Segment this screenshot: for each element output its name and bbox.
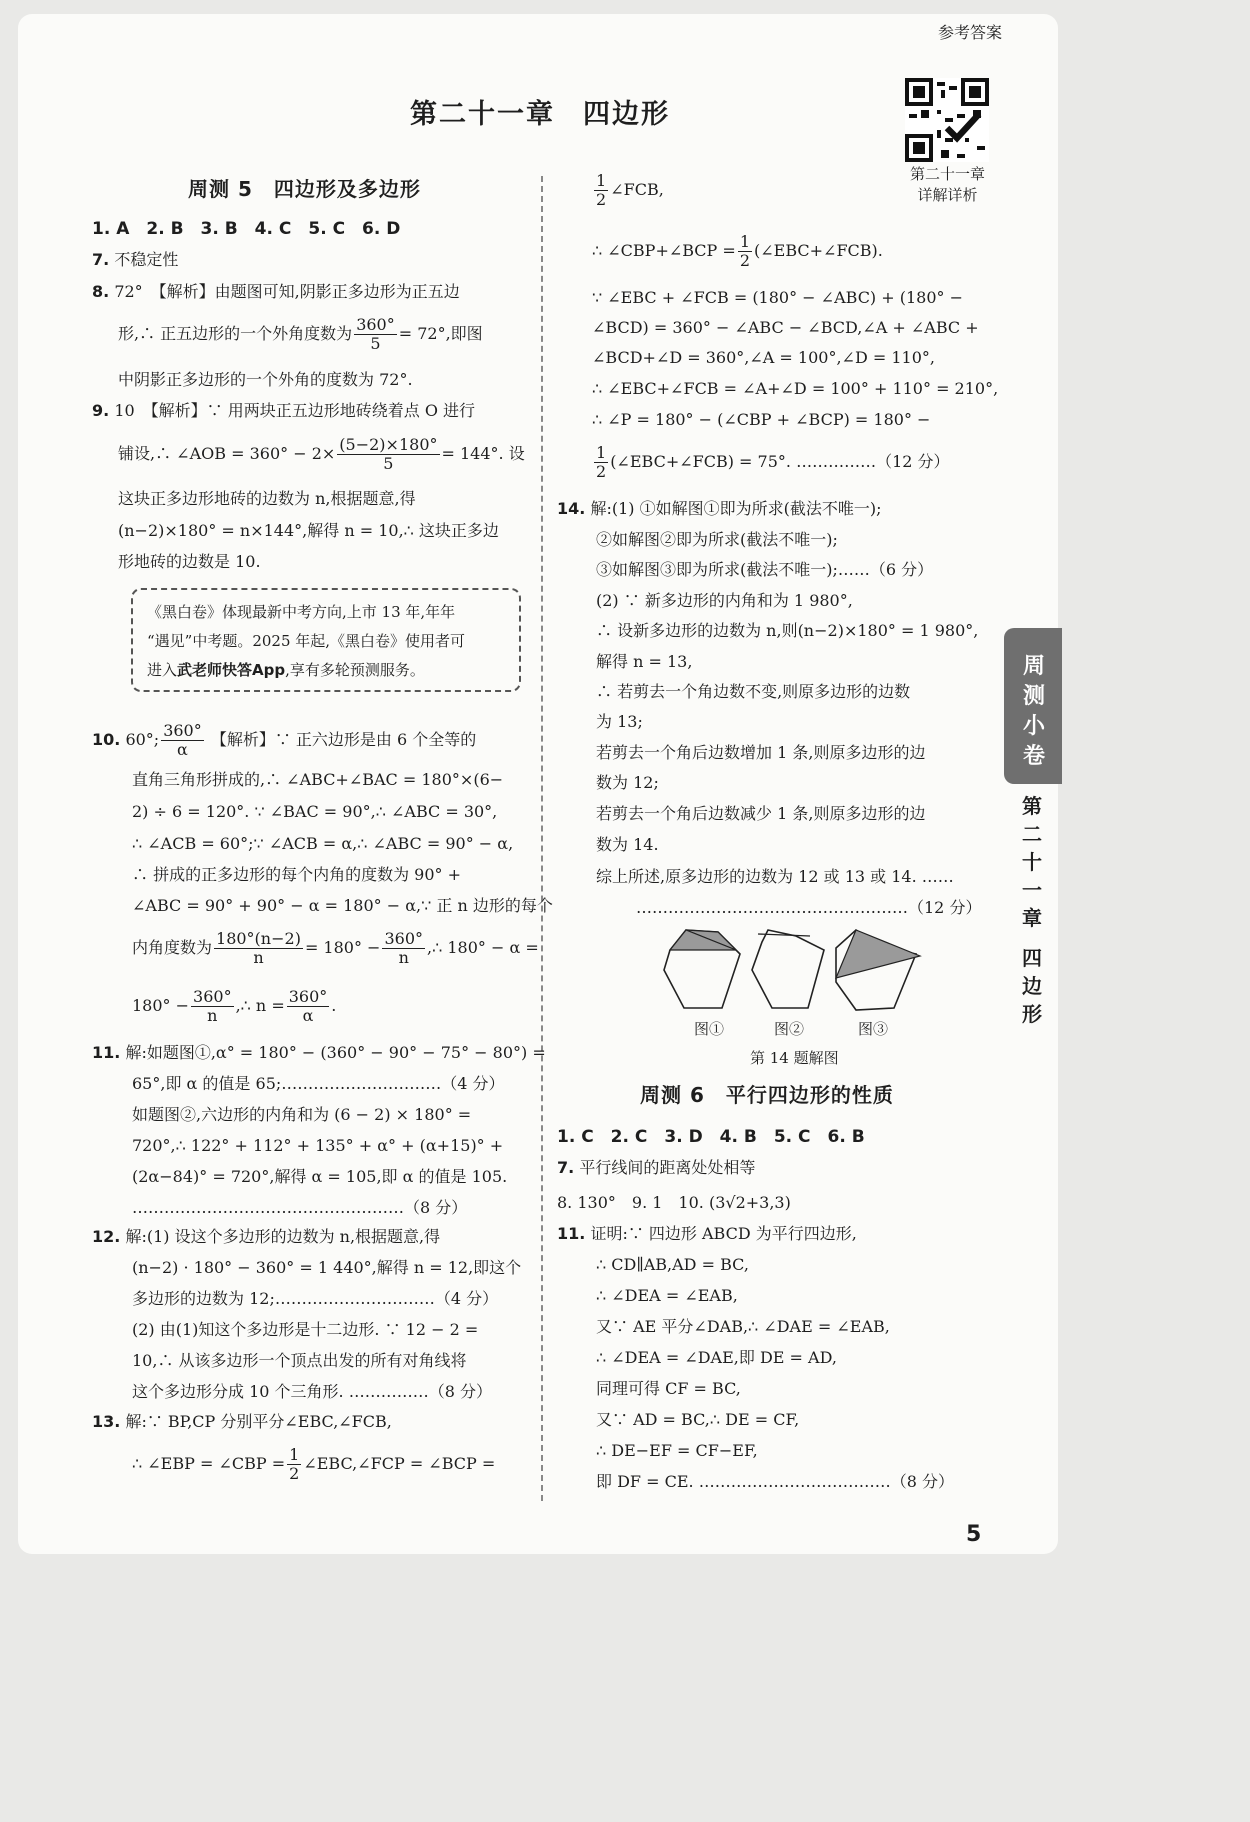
q14-line10: 数为 12; bbox=[596, 773, 659, 792]
figure3-label: 图③ bbox=[858, 1020, 889, 1038]
chapter-name: 四边形 bbox=[583, 99, 670, 130]
q11-line4: 720°,∴ 122° + 112° + 135° + α° + (α+15)° + bbox=[132, 1136, 504, 1155]
q14-line6: 解得 n = 13, bbox=[596, 652, 693, 671]
q13-cont-line1: $\frac{1}{2}$ ∠FCB, bbox=[596, 171, 664, 209]
q14-line9: 若剪去一个角后边数增加 1 条,则原多边形的边 bbox=[596, 743, 926, 762]
q12-line6: 这个多边形分成 10 个三角形. ……………（8 分） bbox=[132, 1382, 492, 1401]
q10-line1: 10. 60°; $\frac{360^\circ}{\alpha}$ 【解析】∵ 正六边形是由 6 个全等的 bbox=[92, 721, 477, 759]
w6-q11-line7: 又∵ AD = BC,∴ DE = CF, bbox=[596, 1410, 800, 1429]
page-number: 5 bbox=[966, 1522, 982, 1547]
w6-q11-line6: 同理可得 CF = BC, bbox=[596, 1379, 741, 1398]
figure-caption: 第 14 题解图 bbox=[750, 1049, 839, 1067]
app-name[interactable]: 武老师快答App bbox=[177, 661, 286, 679]
figure1-label: 图① bbox=[694, 1020, 725, 1038]
section-title-week6: 周测 6 平行四边形的性质 bbox=[640, 1083, 894, 1107]
q9-line2: 铺设,∴ ∠AOB = 360° − 2× $\frac{(5-2)\times 180^\circ}{5}$ = 144°. 设 bbox=[118, 435, 525, 473]
qr-caption-line2: 详解详析 bbox=[917, 186, 978, 204]
w6-q8-10: 8. 130° 9. 1 10. (3√2+3,3) bbox=[557, 1193, 791, 1212]
header-ref-answers: 参考答案 bbox=[937, 23, 1002, 42]
q13-line1: 13. 解:∵ BP,CP 分别平分∠EBC,∠FCB, bbox=[92, 1412, 392, 1431]
qr-caption bbox=[880, 164, 1015, 206]
q9-line5: 形地砖的边数是 10. bbox=[118, 552, 261, 571]
q13-cont-line5: ∠BCD+∠D = 360°,∠A = 100°,∠D = 110°, bbox=[592, 348, 935, 367]
figure3-pentagon bbox=[836, 930, 920, 1010]
q10-line6: ∠ABC = 90° + 90° − α = 180° − α,∵ 正 n 边形的每个 bbox=[132, 896, 553, 915]
w6-q11-line5: ∴ ∠DEA = ∠DAE,即 DE = AD, bbox=[596, 1348, 837, 1367]
q9-fraction: $\frac{(5-2)\times 180^\circ}{5}$ bbox=[339, 435, 438, 473]
q8-line3: 中阴影正多边形的一个外角的度数为 72°. bbox=[118, 370, 413, 389]
w6-q11-line2: ∴ CD∥AB,AD = BC, bbox=[596, 1255, 749, 1274]
chapter-number: 第二十一章 bbox=[410, 99, 555, 130]
q1-6-answers: 1. A 2. B 3. B 4. C 5. C 6. D bbox=[92, 219, 401, 239]
q11-line3: 如题图②,六边形的内角和为 (6 − 2) × 180° = bbox=[132, 1105, 472, 1124]
q13-line2: ∴ ∠EBP = ∠CBP = $\frac{1}{2}$ ∠EBC,∠FCP = ∠BCP = bbox=[132, 1445, 496, 1483]
q14-line7: ∴ 若剪去一个角边数不变,则原多边形的边数 bbox=[596, 682, 911, 701]
w6-q11-line3: ∴ ∠DEA = ∠EAB, bbox=[596, 1286, 738, 1305]
q14-line3: ③如解图③即为所求(截法不唯一);……（6 分） bbox=[596, 560, 934, 579]
q7: 7. 不稳定性 bbox=[92, 250, 179, 269]
promo-line3: 进入武老师快答App,享有多轮预测服务。 bbox=[147, 661, 425, 679]
q13-cont-line6: ∴ ∠EBC+∠FCB = ∠A+∠D = 100° + 110° = 210°, bbox=[592, 379, 999, 398]
q10-line3: 2) ÷ 6 = 120°. ∵ ∠BAC = 90°,∴ ∠ABC = 30°, bbox=[132, 802, 498, 821]
promo-line2: “遇见”中考题。2025 年起,《黑白卷》使用者可 bbox=[147, 632, 466, 650]
q14-line5: ∴ 设新多边形的边数为 n,则(n−2)×180° = 1 980°, bbox=[596, 621, 979, 640]
q11-line5: (2α−84)° = 720°,解得 α = 105,即 α 的值是 105. bbox=[132, 1167, 508, 1186]
w6-q1-6-answers: 1. C 2. C 3. D 4. B 5. C 6. B bbox=[557, 1127, 865, 1147]
q10-line5: ∴ 拼成的正多边形的每个内角的度数为 90° + bbox=[132, 865, 462, 884]
w6-q11-line1: 11. 证明:∵ 四边形 ABCD 为平行四边形, bbox=[557, 1224, 857, 1243]
section-title-week5: 周测 5 四边形及多边形 bbox=[188, 177, 421, 201]
q8-line2: 形,∴ 正五边形的一个外角度数为 $\frac{360^\circ}{5}$ = 72°,即图 bbox=[118, 315, 483, 353]
figure2-label: 图② bbox=[774, 1020, 805, 1038]
side-tab-label: 周 测 小 卷 bbox=[1022, 654, 1045, 769]
q13-cont-line7: ∴ ∠P = 180° − (∠CBP + ∠BCP) = 180° − bbox=[592, 410, 931, 429]
q13-cont-line3: ∵ ∠EBC + ∠FCB = (180° − ∠ABC) + (180° − bbox=[592, 288, 964, 307]
w6-q7: 7. 平行线间的距离处处相等 bbox=[557, 1158, 756, 1177]
promo-line1: 《黑白卷》体现最新中考方向,上市 13 年,年年 bbox=[147, 603, 456, 621]
q11-line6: ……………………………………………（8 分） bbox=[132, 1198, 468, 1217]
figure2-pentagon bbox=[752, 930, 824, 1008]
q14-line11: 若剪去一个角后边数减少 1 条,则原多边形的边 bbox=[596, 804, 926, 823]
q8-fraction: $\frac{360^\circ}{5}$ bbox=[356, 315, 395, 353]
q10-line7: 内角度数为 $\frac{180^\circ(n-2)}{n}$ = 180° − $\frac{360^\circ}{n}$ ,∴ 180° − α = bbox=[132, 929, 539, 967]
q12-line4: (2) 由(1)知这个多边形是十二边形. ∵ 12 − 2 = bbox=[132, 1320, 479, 1339]
q10-line2: 直角三角形拼成的,∴ ∠ABC+∠BAC = 180°×(6− bbox=[132, 770, 504, 789]
figure1-pentagon bbox=[664, 930, 740, 1008]
w6-q11-line9: 即 DF = CE. ………………………………（8 分） bbox=[596, 1472, 954, 1491]
q13-cont-line2: ∴ ∠CBP+∠BCP = $\frac{1}{2}$ (∠EBC+∠FCB). bbox=[592, 232, 883, 270]
q14-line14: ……………………………………………（12 分） bbox=[636, 898, 982, 917]
q14-line2: ②如解图②即为所求(截法不唯一); bbox=[596, 530, 838, 549]
q14-line4: (2) ∵ 新多边形的内角和为 1 980°, bbox=[596, 591, 853, 610]
q13-cont-line8: $\frac{1}{2}$ (∠EBC+∠FCB) = 75°. ……………（12 分） bbox=[596, 443, 950, 481]
column-divider bbox=[541, 176, 543, 1501]
q8-line1: 8. 72° 【解析】由题图可知,阴影正多边形为正五边 bbox=[92, 282, 460, 301]
q7-answer: 不稳定性 bbox=[114, 250, 179, 269]
q11-line1: 11. 解:如题图①,α° = 180° − (360° − 90° − 75° − 80°) = bbox=[92, 1043, 546, 1062]
q10-line4: ∴ ∠ACB = 60°;∵ ∠ACB = α,∴ ∠ABC = 90° − α, bbox=[132, 834, 514, 853]
q14-line12: 数为 14. bbox=[596, 835, 659, 854]
q11-line2: 65°,即 α 的值是 65;…………………………（4 分） bbox=[132, 1074, 505, 1093]
q12-line5: 10,∴ 从该多边形一个顶点出发的所有对角线将 bbox=[132, 1351, 467, 1370]
q14-line13: 综上所述,原多边形的边数为 12 或 13 或 14. …… bbox=[596, 867, 954, 886]
q9-line1: 9. 10 【解析】∵ 用两块正五边形地砖绕着点 O 进行 bbox=[92, 401, 476, 420]
q12-line3: 多边形的边数为 12;…………………………（4 分） bbox=[132, 1289, 499, 1308]
q14-line8: 为 13; bbox=[596, 712, 643, 731]
q12-line2: (n−2) · 180° − 360° = 1 440°,解得 n = 12,即这个 bbox=[132, 1258, 522, 1277]
q10-line8: 180° − $\frac{360^\circ}{n}$ ,∴ n = $\frac{360^\circ}{\alpha}$ . bbox=[132, 987, 337, 1025]
q14-solution-figures bbox=[660, 926, 940, 1022]
q10-fraction1: $\frac{360^\circ}{\alpha}$ bbox=[163, 721, 202, 759]
qr-caption-line1: 第二十一章 bbox=[909, 165, 985, 183]
side-chapter-label: 第 二 十 一 章 四 边 形 bbox=[1022, 794, 1042, 1026]
q12-line1: 12. 解:(1) 设这个多边形的边数为 n,根据题意,得 bbox=[92, 1227, 441, 1246]
w6-q11-line8: ∴ DE−EF = CF−EF, bbox=[596, 1441, 758, 1460]
q13-cont-line4: ∠BCD) = 360° − ∠ABC − ∠BCD,∠A + ∠ABC + bbox=[592, 318, 979, 337]
qr-code-icon[interactable] bbox=[905, 78, 989, 162]
w6-q11-line4: 又∵ AE 平分∠DAB,∴ ∠DAE = ∠EAB, bbox=[596, 1317, 890, 1336]
q9-line4: (n−2)×180° = n×144°,解得 n = 10,∴ 这块正多边 bbox=[118, 521, 499, 540]
q14-line1: 14. 解:(1) ①如解图①即为所求(截法不唯一); bbox=[557, 499, 882, 518]
q9-line3: 这块正多边形地砖的边数为 n,根据题意,得 bbox=[118, 489, 416, 508]
